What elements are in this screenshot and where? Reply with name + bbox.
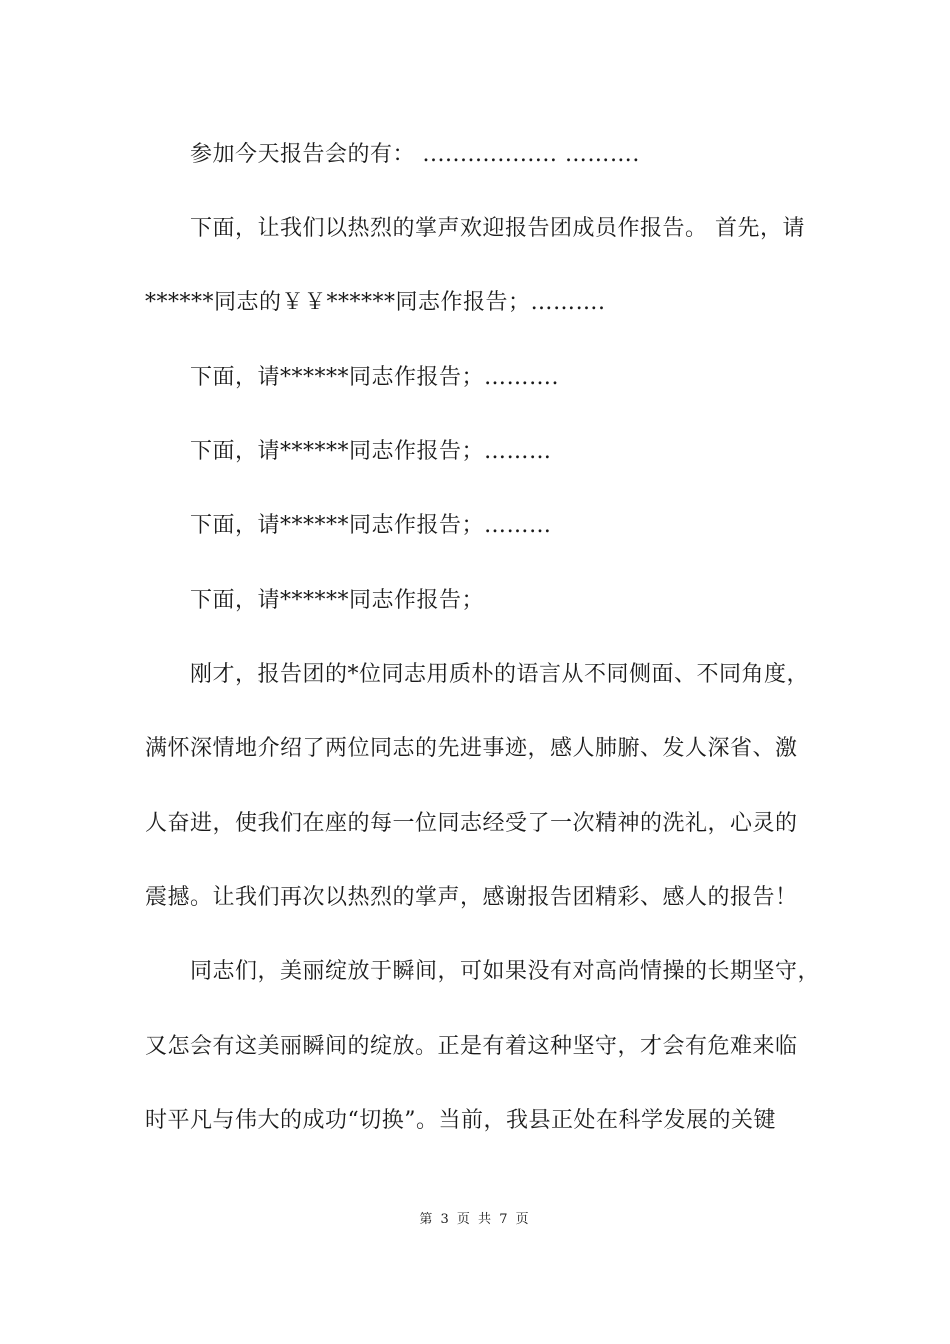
text-line: 下面，请******同志作报告；……… xyxy=(190,513,552,538)
text-line: 下面，请******同志作报告；………. xyxy=(190,365,559,390)
text-line: 同志们，美丽绽放于瞬间，可如果没有对高尚情操的长期坚守， xyxy=(190,959,821,984)
text-line: ******同志的￥￥******同志作报告；………. xyxy=(145,290,606,315)
text-line: 时平凡与伟大的成功“切换”。当前，我县正处在科学发展的关键 xyxy=(145,1108,776,1133)
page-number-footer: 第 3 页 共 7 页 xyxy=(419,1212,531,1227)
text-line: 又怎会有这美丽瞬间的绽放。正是有着这种坚守，才会有危难来临 xyxy=(145,1034,798,1059)
text-line: 参加今天报告会的有： .................. ………. xyxy=(190,142,640,167)
text-line: 刚才，报告团的*位同志用质朴的语言从不同侧面、不同角度， xyxy=(190,662,810,687)
text-line: 下面，请******同志作报告；……… xyxy=(190,439,552,464)
text-line: 人奋进，使我们在座的每一位同志经受了一次精神的洗礼，心灵的 xyxy=(145,811,798,836)
text-line: 下面，让我们以热烈的掌声欢迎报告团成员作报告。 首先，请 xyxy=(190,216,805,241)
text-line: 下面，请******同志作报告； xyxy=(190,588,485,613)
text-line: 满怀深情地介绍了两位同志的先进事迹，感人肺腑、发人深省、激 xyxy=(145,736,798,761)
text-line: 震撼。让我们再次以热烈的掌声，感谢报告团精彩、感人的报告！ xyxy=(145,885,798,910)
